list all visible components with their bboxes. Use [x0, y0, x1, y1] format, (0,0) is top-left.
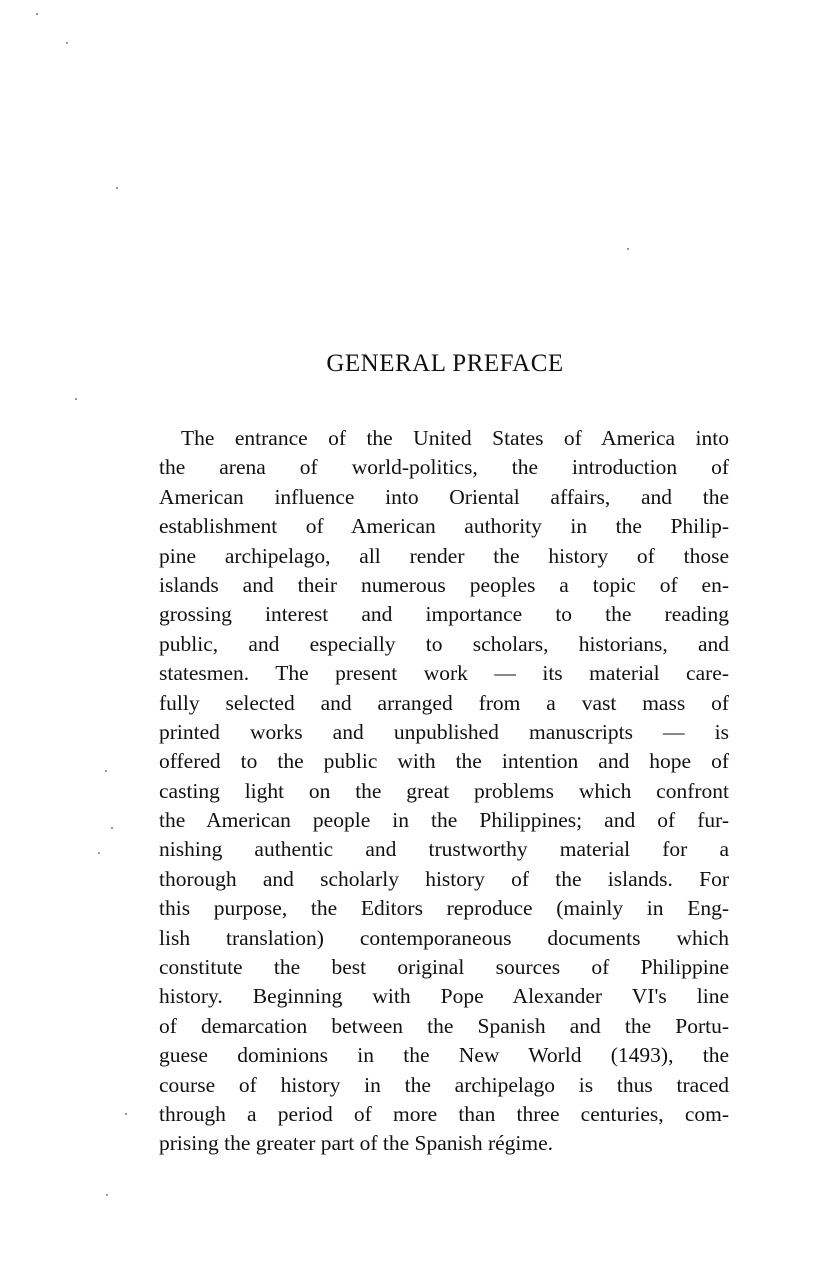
scan-speck — [105, 770, 107, 772]
text-line: grossing interest and importance to the reading — [159, 602, 729, 627]
text-line: thorough and scholarly history of the islands. For — [159, 866, 729, 891]
text-line: the arena of world-politics, the introduction of — [159, 455, 729, 480]
text-line: of demarcation between the Spanish and the Portu- — [159, 1013, 729, 1038]
text-line: prising the greater part of the Spanish régime. — [159, 1131, 554, 1156]
text-line: guese dominions in the New World (1493), the — [159, 1043, 729, 1068]
text-line: offered to the public with the intention and hope of — [159, 749, 729, 774]
text-line: nishing authentic and trustworthy material for a — [159, 837, 729, 862]
scan-speck — [125, 1113, 127, 1115]
text-line: fully selected and arranged from a vast mass of — [159, 690, 729, 715]
text-line: the American people in the Philippines; and of fur- — [159, 808, 729, 833]
text-line: constitute the best original sources of Philippine — [159, 955, 729, 980]
text-line: American influence into Oriental affairs, and the — [159, 484, 729, 509]
text-line: course of history in the archipelago is thus traced — [159, 1072, 729, 1097]
preface-paragraph — [159, 424, 729, 1159]
text-line: this purpose, the Editors reproduce (mainly in Eng- — [159, 896, 729, 921]
scan-speck — [36, 13, 38, 15]
scan-speck — [75, 398, 77, 400]
text-line: statesmen. The present work — its material care- — [159, 661, 729, 686]
text-line: through a period of more than three centuries, com- — [159, 1101, 729, 1126]
text-line: pine archipelago, all render the history of those — [159, 543, 729, 568]
text-line: lish translation) contemporaneous documents which — [159, 925, 729, 950]
text-line: The entrance of the United States of America into — [181, 426, 729, 450]
scan-speck — [106, 1194, 108, 1196]
scan-speck — [627, 248, 629, 250]
text-line: casting light on the great problems which confront — [159, 778, 729, 803]
scan-speck — [66, 42, 68, 44]
text-line: public, and especially to scholars, historians, and — [159, 631, 729, 656]
scan-speck — [116, 187, 118, 189]
page-title: GENERAL PREFACE — [326, 350, 564, 377]
text-line: printed works and unpublished manuscripts — is — [159, 719, 729, 744]
text-line: islands and their numerous peoples a topic of en- — [159, 572, 729, 597]
text-line: establishment of American authority in the Philip- — [159, 514, 729, 539]
text-line: history. Beginning with Pope Alexander VI's line — [159, 984, 729, 1009]
scan-speck — [98, 852, 100, 854]
scan-speck — [111, 827, 113, 829]
